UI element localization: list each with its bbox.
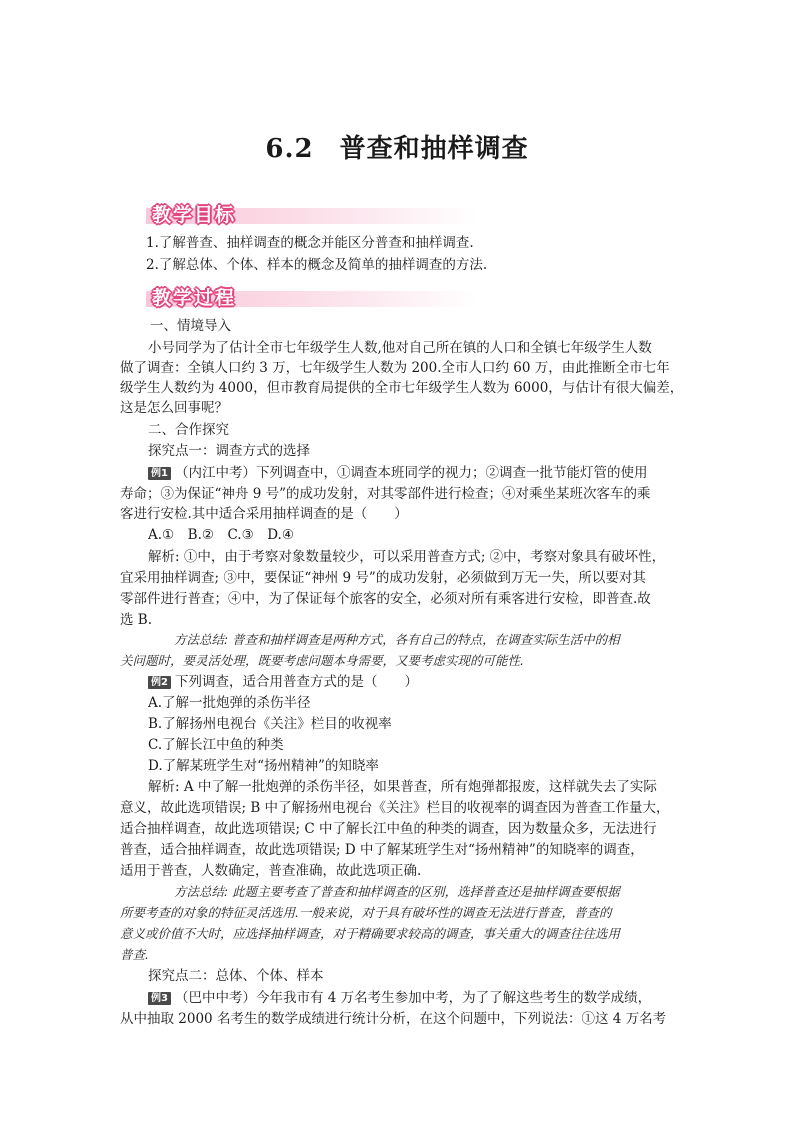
- analysis-line: 适合抽样调查，故此选项错误; C 中了解长江中鱼的种类的调查，因为数量众多，无法进行: [120, 821, 657, 837]
- analysis-line: 宜采用抽样调查; ③中，要保证“神州 9 号”的成功发射，必须做到万无一失，所以要对其: [120, 570, 646, 586]
- paragraph-line: 级学生人数约为 4000，但市教育局提供的全市七年级学生人数为 6000，与估计有很大偏差，: [120, 380, 684, 396]
- analysis-line: 解析: ①中，由于考察对象数量较少，可以采用普查方式; ②中，考察对象具有破坏性，: [148, 549, 666, 565]
- example-text: （巴中中考）今年我市有 4 万名考生参加中考，为了了解这些考生的数学成绩，: [174, 990, 652, 1006]
- method-summary-line: 所要考查的对象的特征灵活选用.一般来说，对于具有破坏性的调查无法进行普查，普查的: [120, 905, 612, 920]
- example-text: 下列调查，适合用普查方式的是（ ）: [174, 674, 418, 690]
- page-title: [0, 128, 794, 165]
- section-heading-goals: [146, 200, 476, 226]
- goal-line: 2.了解总体、个体、样本的概念及简单的抽样调查的方法.: [146, 257, 488, 273]
- title-text: 普查和抽样调查: [339, 134, 529, 164]
- example-badge: 例1: [148, 467, 171, 480]
- option-line: D.了解某班学生对“扬州精神”的知晓率: [148, 758, 379, 774]
- title-number: 6.2: [265, 134, 314, 164]
- paragraph-line: 小号同学为了估计全市七年级学生人数,他对自己所在镇的人口和全镇七年级学生人数: [148, 340, 652, 356]
- option-line: B.了解扬州电视台《关注》栏目的收视率: [148, 716, 392, 732]
- method-summary-line: 方法总结: 此题主要考查了普查和抽样调查的区别，选择普查还是抽样调查要根据: [174, 884, 620, 899]
- example-3-line: [148, 988, 678, 1008]
- method-summary-line: 关问题时，要灵活处理，既要考虑问题本身需要，又要考虑实现的可能性.: [120, 653, 524, 668]
- method-summary-line: 意义或价值不大时，应选择抽样调查，对于精确要求较高的调查，事关重大的调查往往选用: [120, 926, 621, 941]
- example-1-line: 寿命；③为保证“神舟 9 号”的成功发射，对其零部件进行检查；④对乘坐某班次客车的乘: [120, 486, 651, 502]
- method-summary-line: 方法总结: 普查和抽样调查是两种方式，各有自己的特点，在调查实际生活中的相: [174, 632, 620, 647]
- heading-text: 教学过程: [152, 287, 237, 309]
- method-summary-line: 普查.: [120, 947, 149, 962]
- analysis-line: 选 B.: [120, 612, 153, 628]
- paragraph-line: 做了调查：全镇人口约 3 万，七年级学生人数为 200.全市人口约 60 万，由此推断全市七年: [120, 360, 670, 376]
- option-line: A.了解一批炮弹的杀伤半径: [148, 695, 311, 711]
- analysis-line: 普查，适合抽样调查，故此选项错误; D 中了解某班学生对“扬州精神”的知晓率的调查，: [120, 842, 644, 858]
- option-line: C.了解长江中鱼的种类: [148, 737, 284, 753]
- analysis-line: 解析: A 中了解一批炮弹的杀伤半径，如果普查，所有炮弹都报废，这样就失去了实际: [148, 779, 657, 795]
- example-badge: 例2: [148, 676, 171, 689]
- example-1-line: 客进行安检.其中适合采用抽样调查的是（ ）: [120, 506, 408, 522]
- section-label: 一、情境导入: [150, 318, 231, 334]
- analysis-line: 意义，故此选项错误; B 中了解扬州电视台《关注》栏目的收视率的调查因为普查工作量大，: [120, 800, 670, 816]
- example-1-line: [148, 463, 678, 483]
- section-label: 二、合作探究: [148, 422, 229, 438]
- example-1-options: A.① B.② C.③ D.④: [148, 527, 294, 543]
- example-text: （内江中考）下列调查中，①调查本班同学的视力；②调查一批节能灯管的使用: [174, 465, 648, 481]
- analysis-line: 适用于普查，人数确定，普查准确，故此选项正确.: [120, 863, 422, 879]
- example-badge: 例3: [148, 992, 171, 1005]
- explore-label: 探究点二：总体、个体、样本: [148, 968, 324, 984]
- explore-label: 探究点一：调查方式的选择: [148, 443, 310, 459]
- example-2-line: [148, 672, 678, 692]
- heading-text: 教学目标: [152, 204, 237, 226]
- example-3-line: 从中抽取 2000 名考生的数学成绩进行统计分析，在这个问题中，下列说法：①这 4 万名考: [120, 1011, 667, 1027]
- section-heading-process: [146, 283, 476, 309]
- analysis-line: 零部件进行普查；④中，为了保证每个旅客的安全，必须对所有乘客进行安检，即普查.故: [120, 591, 651, 607]
- paragraph-line: 这是怎么回事呢？: [120, 400, 228, 416]
- goal-line: 1.了解普查、抽样调查的概念并能区分普查和抽样调查.: [146, 235, 474, 251]
